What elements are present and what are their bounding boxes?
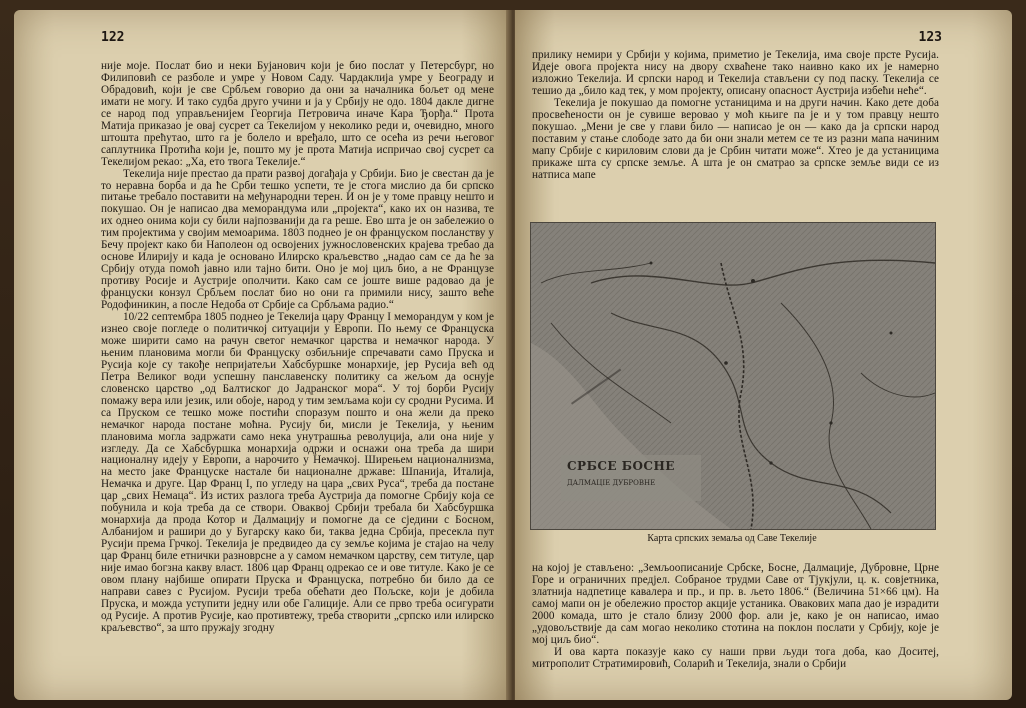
paragraph: прилику немири у Србији у којима, приметио је Текелија, има своје прсте Русија. Идеје овога пројекта нису на двору схваћене тако наивно како их је намерно изложио Текелија. И српски народ и Текелија стављени су под паску. Текелија се тешио да „било кад тек, у мом пројекту, описану опасност Аустрија избећи неће“.	[532, 49, 939, 97]
right-page	[515, 10, 1012, 700]
map-image	[530, 222, 936, 530]
paragraph: Текелија није престао да прати развој догађаја у Србији. Био је свестан да је то неравна борба и да ће Срби тешко успети, те је стога мислио да би српско питање требало поставити на међународни терен. И он је у томе правцу нешто и покушао. Он је написао два меморандума или „пројекта“, како их он назива, те их однео онима који су били најпозванији да га реше. Ево шта је он забележио о тим пројектима у својим мемоарима. 1803 поднео је он француском посланству у Бечу пројект како би Наполеон од освојених јужнословенских крајева требао да основе Илирију и када је основано Илирско краљевство „надао сам се да ће за Србију отуда помоћ јавно или тајно бити. Оно је мој циљ био, а не Французе противу Росије и Аустрије ополчити. Како сам се јоште више радовао да је француски конзул Србљем послат био но они га примили нису, зашто веће Родофиникин, а после Недоба от Србије са Србљама радио.“	[101, 167, 494, 312]
right-page-text-top	[532, 50, 939, 181]
map-subtitle-label: ДАЛМАЦІЕ ДУБРОВНЕ	[567, 479, 656, 487]
left-page	[14, 10, 511, 700]
paragraph: И ова карта показује како су наши први људи тога доба, као Доситеј, митрополит Стратимировић, Соларић и Текелија, знали о Србији	[532, 645, 939, 670]
left-page-number: 122	[101, 30, 125, 45]
right-page-text-bottom	[532, 563, 939, 671]
map-title-label: СРБСЕ БОСНЕ	[567, 459, 675, 473]
right-page-number: 123	[918, 30, 942, 45]
left-page-text	[101, 61, 494, 635]
map-caption: Карта српских земаља од Саве Текелије	[647, 533, 817, 544]
paragraph: на којој је стављено: „Земљоописаније Србске, Босне, Далмације, Дубровне, Црне Горе и ограничних предјел. Собраное трудми Саве от Тјукјули, ц. к. совјетника, златнија надпетице кавалера и пр., и пр. в. љето 1806.“ (Величина 51×66 цм). На самој мапи он је обележио простор акције устаника. Овакових мапа дао је израдити 2000 комада, што је стало близу 2000 фор. али је, како је он написао, имао „удовољствије да сам могао неколико стотина на поклон послати у Србију, које је мој циљ био“.	[532, 562, 939, 646]
paragraph: 10/22 септембра 1805 поднео је Текелија цару Францу I меморандум у ком је изнео своје погледе о политичкој ситуацији у Европи. По њему се Француска може ширити само на рачун светог немачког царства и немачког народа. У њеним плановима могли би Француску озбиљније спречавати само Пруска и Русија које су такође непријатељи Хабсбуршке монархије, јер Русија већ од Петра Великог води успешну панславенску политику са жељом да оснује словенско царство „од Балтиског до Јадранског мора“. У тој борби Русију помажу вера или језик, или обоје, народ у тим земљама који су сродни Русима. И са Пруском се тешко може постићи споразум пошто и она жели да преко немачког народа постане моћна. Русију би, мисли је Текелија, у њеним плановима могла задржати само нека унутрашња револуција, али она није у изгледу. Да се Хабсбуршка монархија одржи и оснажи она треба да шири националну идеју у Европи, а нарочито у Немачкој. Ширењем националнизма, на место јаке Француске настале би националне државе: Шпанија, Италија, Немачка и друге. Цар Франц I, по угледу на цара „свих Руса“, треба да постане цар „свих Немаца“. Из истих разлога треба Аустрија да помогне Србију која се побунила и која треба да се створи. Оваквој Србији требала би Хабсбуршка монархија да прода Котор и Далмацију и помогне да се сједини с Босном, Албанијом и рашири до у Бугарску како би, таква једна Србија, пресекла пут Русији према Грчкој. Текелија је предвидео да су земље којима је стајао на челу цар Франц биле етнички разноврсне а у самом немачком царству, сем титуле, цар није имао богзна какву власт. 1806 цар Франц одрекао се и ове титуле. Како је се овом плану најбише опирати Пруска и Француска, потребно би било да се направи савез с Русијом. Русији треба обећати део Пољске, који је добила Пруска, и можда уступити једну или обе Галиције. Али се прво треба осигурати од Русије. А против Русије, као противтежу, треба створити „српско или илирско краљевство“, за што пружају згодну	[101, 311, 494, 634]
paragraph: није моје. Послат био и неки Бујанович који је био послат у Петерсбург, но Филиповић се разболе и умре у Новом Саду. Чардаклија умре у Београду и Обрадовић, који је свe Србљем говорио да они за началника бољет од мене имати не могу. И тако судба друго учини и ја у Србију не одо. 1804 дакле дигне се народ под управљенијем Георгија Петровича иначе Кара Ђорђа.“ Прота Матија приказао је овај сусрет са Текелијом у неколико реди и, очевидно, много штошта прећутао, што га је болело и вређало, што се осећа из речи његовог саплутника Протића који је, пошто му је прота Матија испричао свој сусрет са Текелијом рекао: „Ха, ето твога Текелије.“	[101, 60, 494, 168]
paragraph: Текелија је покушао да помогне устаницима и на други начин. Како дете доба просвећености он је сувише веровао у моћ књиге па је и у том правцу нешто покушао. „Мени је све у глави било — написао је он — како да ја српски народ поставим у стање слободе зато да би они знали метем се те из разни мапа начиним мапу Србије с кириловим слови да је Србин читати може“. Хтео је да устаницима прикаже шта су српске земље. А шта је он сматрао за српске земље види се из натписа мапе	[532, 96, 939, 181]
